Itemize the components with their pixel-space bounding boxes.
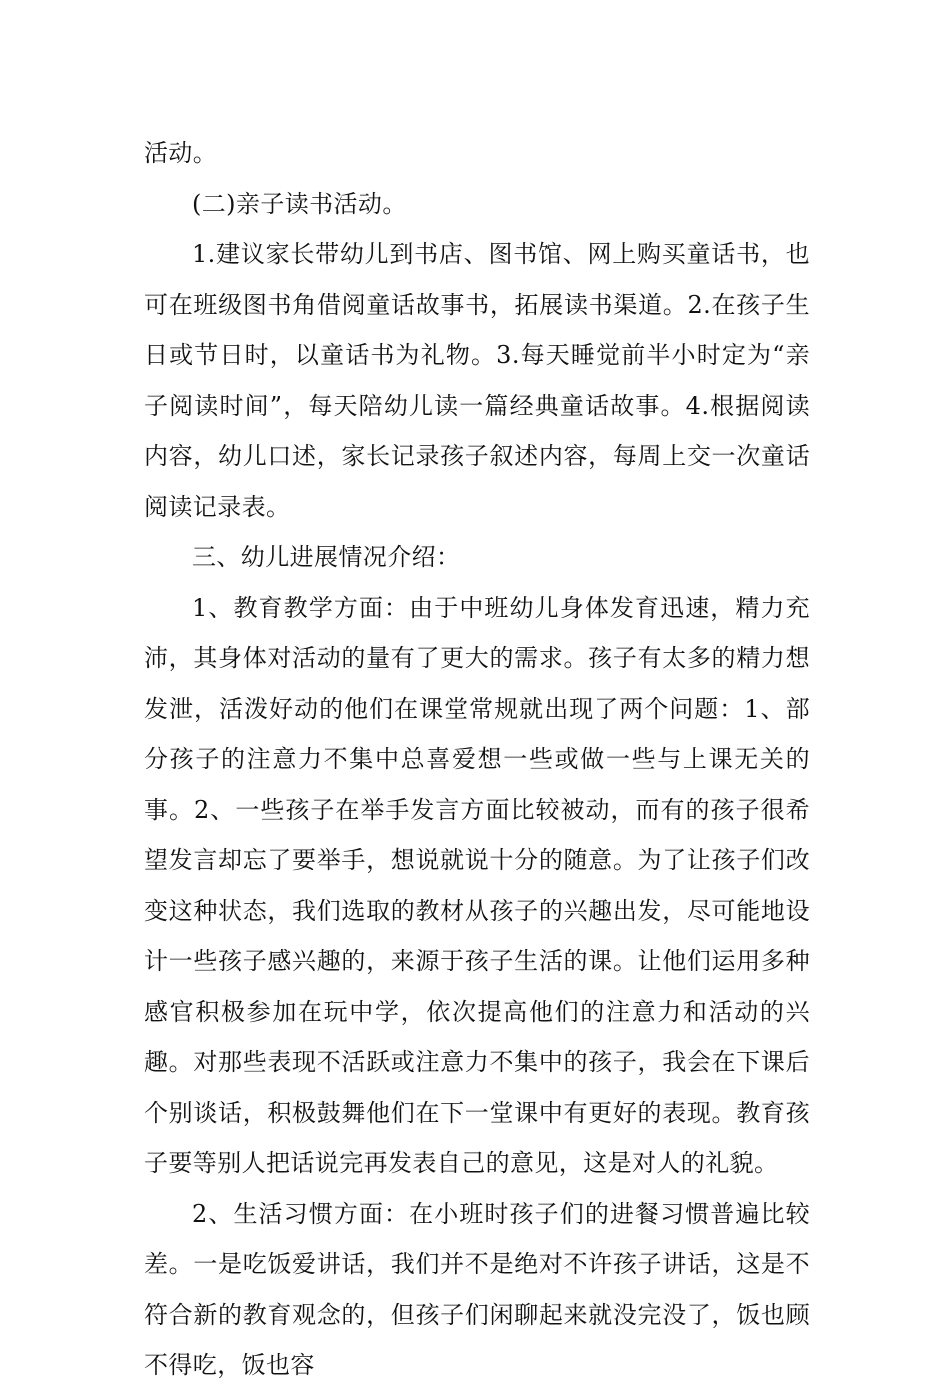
paragraph-living-habits: 2、生活习惯方面：在小班时孩子们的进餐习惯普遍比较差。一是吃饭爱讲话，我们并不是绝对不许孩子讲话，这是不符合新的教育观念的，但孩子们闲聊起来就没完没了，饭也顾不得吃，饭也容 [144,1199,810,1379]
paragraph-reading-suggestions: 1.建议家长带幼儿到书店、图书馆、网上购买童话书，也可在班级图书角借阅童话故事书，拓展读书渠道。2.在孩子生日或节日时，以童话书为礼物。3.每天睡觉前半小时定为“亲子阅读时间”，每天陪幼儿读一篇经典童话故事。4.根据阅读内容，幼儿口述，家长记录孩子叙述内容，每周上交一次童话阅读记录表。 [144,240,810,521]
paragraph-education-teaching: 1、教育教学方面：由于中班幼儿身体发育迅速，精力充沛，其身体对活动的量有了更大的需求。孩子有太多的精力想发泄，活泼好动的他们在课堂常规就出现了两个问题：1、部分孩子的注意力不集中总喜爱想一些或做一些与上课无关的事。2、一些孩子在举手发言方面比较被动，而有的孩子很希望发言却忘了要举手，想说就说十分的随意。为了让孩子们改变这种状态，我们选取的教材从孩子的兴趣出发，尽可能地设计一些孩子感兴趣的，来源于孩子生活的课。让他们运用多种感官积极参加在玩中学，依次提高他们的注意力和活动的兴趣。对那些表现不活跃或注意力不集中的孩子，我会在下课后个别谈话，积极鼓舞他们在下一堂课中有更好的表现。教育孩子要等别人把话说完再发表自己的意见，这是对人的礼貌。 [144,593,810,1177]
section-heading-parent-child-reading: (二)亲子读书活动。 [192,189,407,218]
section-heading-child-progress: 三、幼儿进展情况介绍： [192,543,461,571]
paragraph-continuation: 活动。 [144,139,218,167]
document-body [144,128,810,1391]
